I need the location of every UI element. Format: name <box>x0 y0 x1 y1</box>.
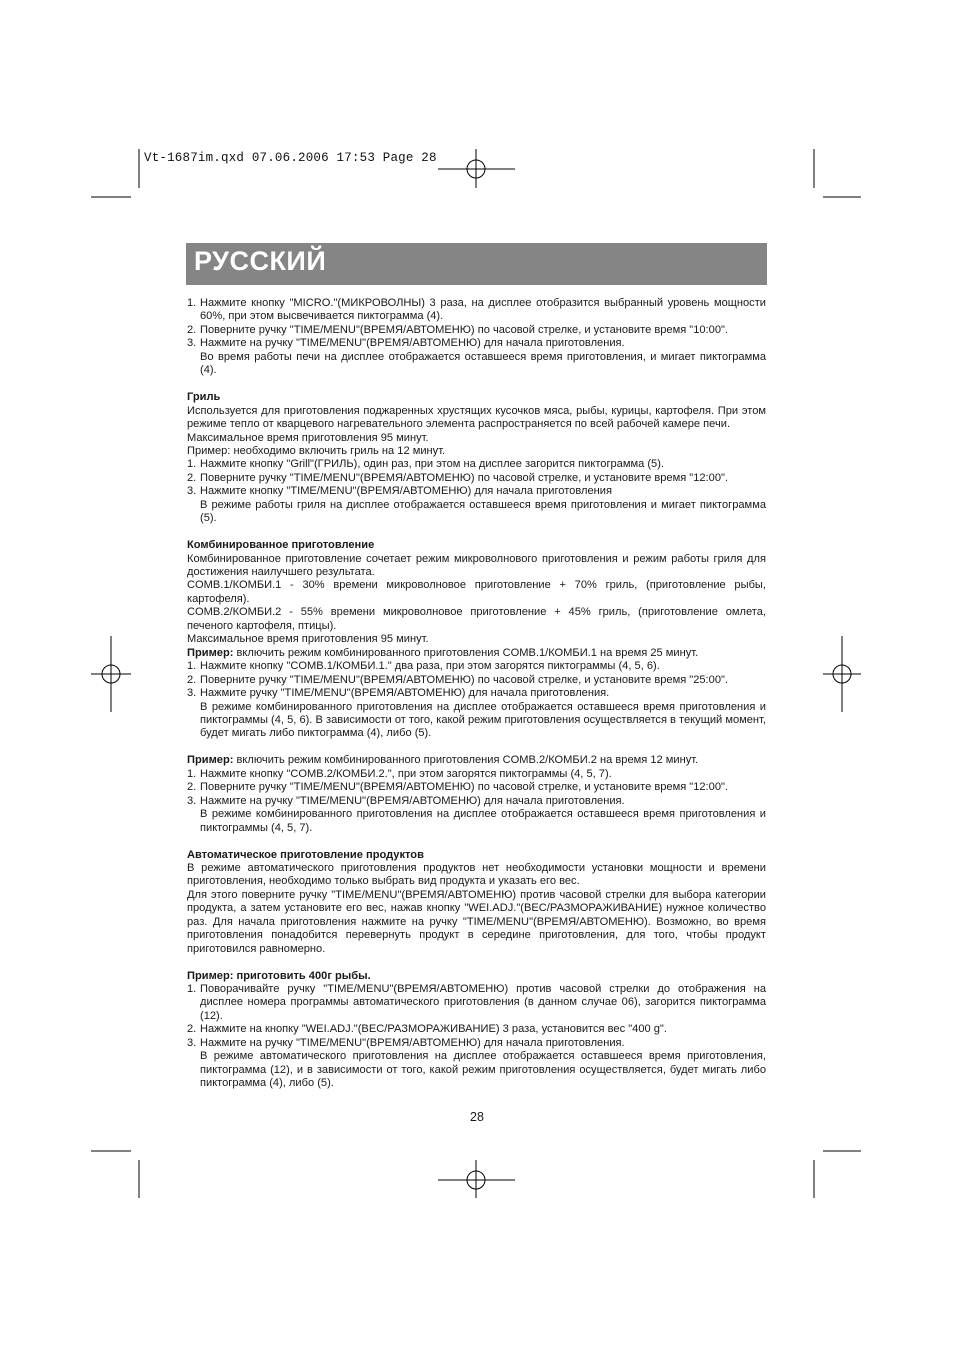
paragraph: Максимальное время приготовления 95 минут. <box>187 431 429 444</box>
list-item: 2. Поверните ручку "TIME/MENU"(ВРЕМЯ/АВТОМЕНЮ) по часовой стрелке, и установите время "12:00". <box>187 781 729 794</box>
example-heading: Пример: приготовить 400г рыбы. <box>187 969 371 982</box>
page-number: 28 <box>470 1110 484 1124</box>
list-item: 2. Поверните ручку "TIME/MENU"(ВРЕМЯ/АВТОМЕНЮ) по часовой стрелке, и установите время "25:00". <box>187 673 729 686</box>
section-heading-combo: Комбинированное приготовление <box>187 539 375 552</box>
list-item: 1. Нажмите кнопку "Grill"(ГРИЛЬ), один раз, при этом на дисплее загорится пиктограмма (5). <box>187 458 664 471</box>
paragraph: Используется для приготовления поджаренных хрустящих кусочков мяса, рыбы, курицы, картофеля. При этом режиме тепло от кварцевого нагревательного элемента распространяется по всей рабочей камере печи. <box>187 404 766 431</box>
list-item: 3. Нажмите на ручку "TIME/MENU"(ВРЕМЯ/АВТОМЕНЮ) для начала приготовления. <box>187 1036 625 1049</box>
paragraph: Пример: необходимо включить гриль на 12 минут. <box>187 444 446 457</box>
list-item: 2. Поверните ручку "TIME/MENU"(ВРЕМЯ/АВТОМЕНЮ) по часовой стрелке, и установите время "12:00". <box>187 471 729 484</box>
step-note: В режиме автоматического приготовления на дисплее отображается оставшееся время приготовления, пиктограмма (12), и в зависимости от того, какой режим приготовления осуществляется, будет мигать либо пиктограмма (4), либо (5). <box>200 1050 766 1090</box>
step-note: В режиме комбинированного приготовления на дисплее отображается оставшееся время приготовления и пиктограммы (4, 5, 7). <box>200 808 766 834</box>
list-item: 1. Нажмите кнопку "COMB.2/КОМБИ.2.", при этом загорятся пиктограммы (4, 5, 7). <box>187 767 612 780</box>
section-heading-auto: Автоматическое приготовление продуктов <box>187 848 424 861</box>
language-banner <box>186 243 767 285</box>
print-slug: Vt-1687im.qxd 07.06.2006 17:53 Page 28 <box>144 151 437 165</box>
language-title: РУССКИЙ <box>194 246 327 276</box>
step-note: В режиме работы гриля на дисплее отображается оставшееся время приготовления и мигает пиктограмма (5). <box>200 498 766 525</box>
list-item: 3. Нажмите ручку "TIME/MENU"(ВРЕМЯ/АВТОМЕНЮ) для начала приготовления. <box>187 687 610 700</box>
list-item: 1. Нажмите кнопку "MICRO."(МИКРОВОЛНЫ) 3 раза, на дисплее отобразится выбранный уровень мощности 60%, при этом высвечивается пиктограмма (4). <box>187 297 766 323</box>
paragraph: COMB.1/КОМБИ.1 - 30% времени микроволновое приготовление + 70% гриль, (приготовление рыбы, картофеля). <box>187 579 766 605</box>
list-item: 2. Нажмите на кнопку "WEI.ADJ."(ВЕС/РАЗМОРАЖИВАНИЕ) 3 раза, установится вес "400 g". <box>187 1023 667 1036</box>
list-item: 1. Нажмите кнопку "COMB.1/КОМБИ.1." два раза, при этом загорятся пиктограммы (4, 5, 6). <box>187 660 660 673</box>
paragraph: Максимальное время приготовления 95 минут. <box>187 633 429 646</box>
paragraph: Комбинированное приготовление сочетает режим микроволнового приготовления и режим работы гриля для достижения наилучшего результата. <box>187 552 766 579</box>
example-line: Пример: включить режим комбинированного приготовления COMB.2/КОМБИ.2 на время 12 минут. <box>187 754 699 767</box>
step-note: В режиме комбинированного приготовления на дисплее отображается оставшееся время приготовления и пиктограммы (4, 5, 6). В зависимости от того, какой режим приготовления осуществляется в текущий момент, будет мигать либо пиктограмма (4), либо (5). <box>200 700 766 740</box>
page-content <box>187 297 766 1091</box>
list-item: 1. Поворачивайте ручку "TIME/MENU"(ВРЕМЯ/АВТОМЕНЮ) против часовой стрелки до отображения на дисплее номера программы автоматического приготовления (в данном случае 06), загорится пиктограмма (12). <box>187 983 766 1022</box>
example-line: Пример: включить режим комбинированного приготовления COMB.1/КОМБИ.1 на время 25 минут. <box>187 646 699 659</box>
step-note: Во время работы печи на дисплее отображается оставшееся время приготовления, и мигает пиктограмма (4). <box>200 350 766 377</box>
list-item: 2. Поверните ручку "TIME/MENU"(ВРЕМЯ/АВТОМЕНЮ) по часовой стрелке, и установите время "10:00". <box>187 323 729 336</box>
paragraph: В режиме автоматического приготовления продуктов нет необходимости установки мощности и времени приготовления, необходимо только выбрать вид продукта и указать его вес. <box>187 861 766 888</box>
paragraph: COMB.2/КОМБИ.2 - 55% времени микроволновое приготовление + 45% гриль, (приготовление омлета, печеного картофеля, птицы). <box>187 606 766 632</box>
paragraph: Для этого поверните ручку "TIME/MENU"(ВРЕМЯ/АВТОМЕНЮ) против часовой стрелки для выбора категории продукта, а затем установите его вес, нажав кнопку "WEI.ADJ."(ВЕС/РАЗМОРАЖИВАНИЕ) нужное количество раз. Для начала приготовления нажмите на ручку "TIME/MENU"(ВРЕМЯ/АВТОМЕНЮ). Возможно, во время приготовления понадобится перевернуть продукт в середине приготовления, для того, чтобы продукт приготовился равномерно. <box>187 888 766 955</box>
list-item: 3. Нажмите кнопку "TIME/MENU"(ВРЕМЯ/АВТОМЕНЮ) для начала приготовления <box>187 485 612 498</box>
list-item: 3. Нажмите на ручку "TIME/MENU"(ВРЕМЯ/АВТОМЕНЮ) для начала приготовления. <box>187 337 625 350</box>
list-item: 3. Нажмите на ручку "TIME/MENU"(ВРЕМЯ/АВТОМЕНЮ) для начала приготовления. <box>187 794 625 807</box>
section-heading-grill: Гриль <box>187 391 221 404</box>
